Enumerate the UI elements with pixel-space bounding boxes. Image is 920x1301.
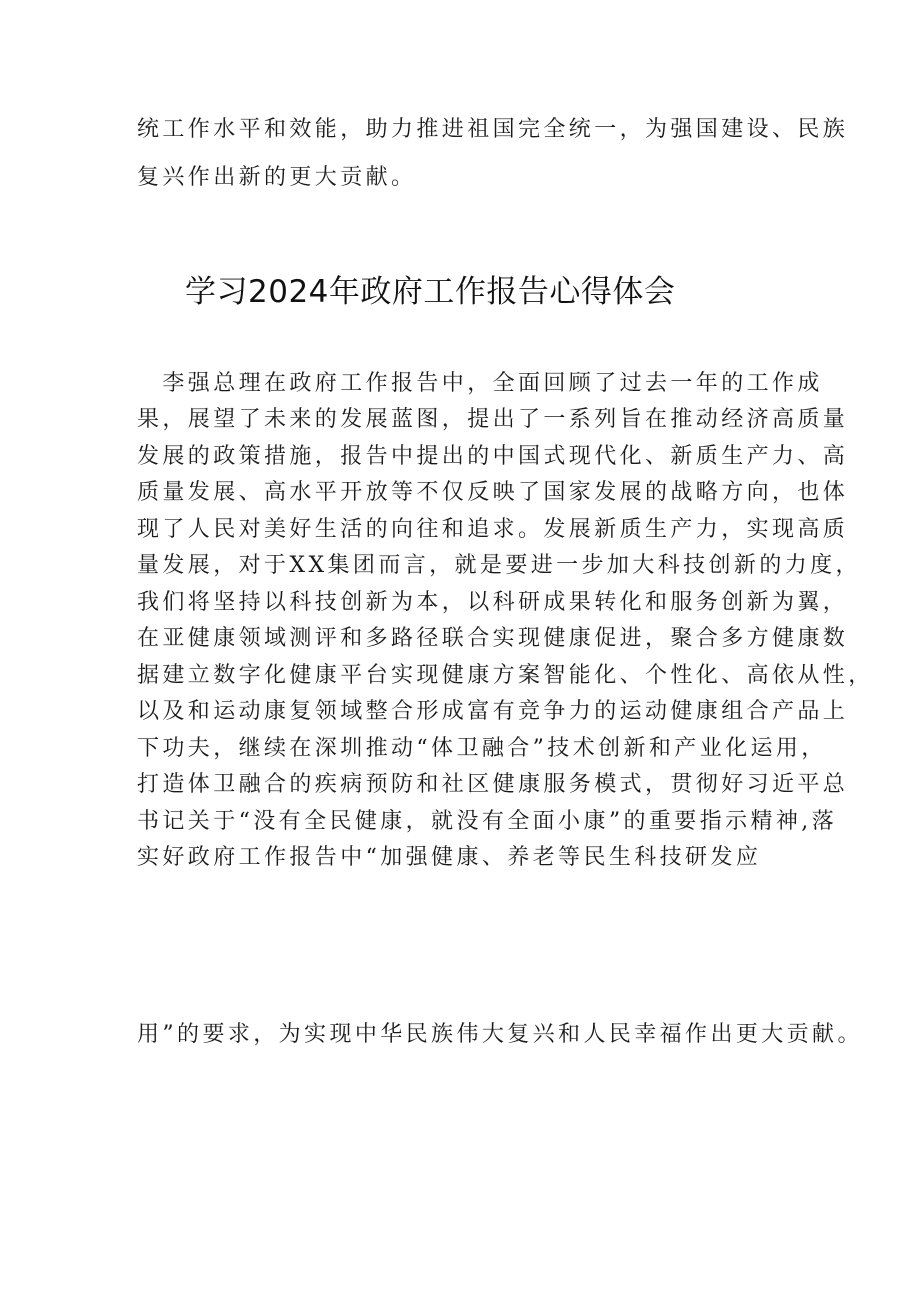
body-line-1: 李强总理在政府工作报告中，全面回顾了过去一年的工作成 bbox=[137, 371, 823, 396]
body-line-4: 质量发展、高水平开放等不仅反映了国家发展的战略方向，也体 bbox=[137, 480, 849, 505]
body-line-8: 在亚健康领域测评和多路径联合实现健康促进，聚合多方健康数 bbox=[137, 626, 849, 651]
body-line-11: 下功夫，继续在深圳推动“体卫融合”技术创新和产业化运用， bbox=[137, 736, 827, 761]
body-line-9: 据建立数字化健康平台实现健康方案智能化、个性化、高依从性， bbox=[137, 663, 874, 688]
body-line-7: 我们将坚持以科技创新为本，以科研成果转化和服务创新为翼， bbox=[137, 590, 849, 615]
body-line-6: 量发展，对于XX集团而言，就是要进一步加大科技创新的力度， bbox=[137, 553, 861, 578]
document-title: 学习2024年政府工作报告心得体会 bbox=[185, 274, 676, 310]
body-line-13: 书记关于“没有全民健康，就没有全面小康”的重要指示精神,落 bbox=[137, 809, 838, 834]
body-line-14: 实好政府工作报告中“加强健康、养老等民生科技研发应 bbox=[137, 845, 762, 870]
carryover-line-2: 复兴作出新的更大贡献。 bbox=[137, 165, 417, 190]
body-line-12: 打造体卫融合的疾病预防和社区健康服务模式，贯彻好习近平总 bbox=[137, 772, 849, 797]
body-line-5: 现了人民对美好生活的向往和追求。发展新质生产力，实现高质 bbox=[137, 517, 849, 542]
body-line-2: 果，展望了未来的发展蓝图，提出了一系列旨在推动经济高质量 bbox=[137, 407, 849, 432]
carryover-line-1: 统工作水平和效能，助力推进祖国完全统一，为强国建设、民族 bbox=[137, 117, 849, 142]
final-line: 用”的要求，为实现中华民族伟大复兴和人民幸福作出更大贡献。 bbox=[137, 1022, 863, 1047]
body-line-10: 以及和运动康复领域整合形成富有竞争力的运动健康组合产品上 bbox=[137, 699, 849, 724]
body-line-3: 发展的政策措施，报告中提出的中国式现代化、新质生产力、高 bbox=[137, 444, 849, 469]
